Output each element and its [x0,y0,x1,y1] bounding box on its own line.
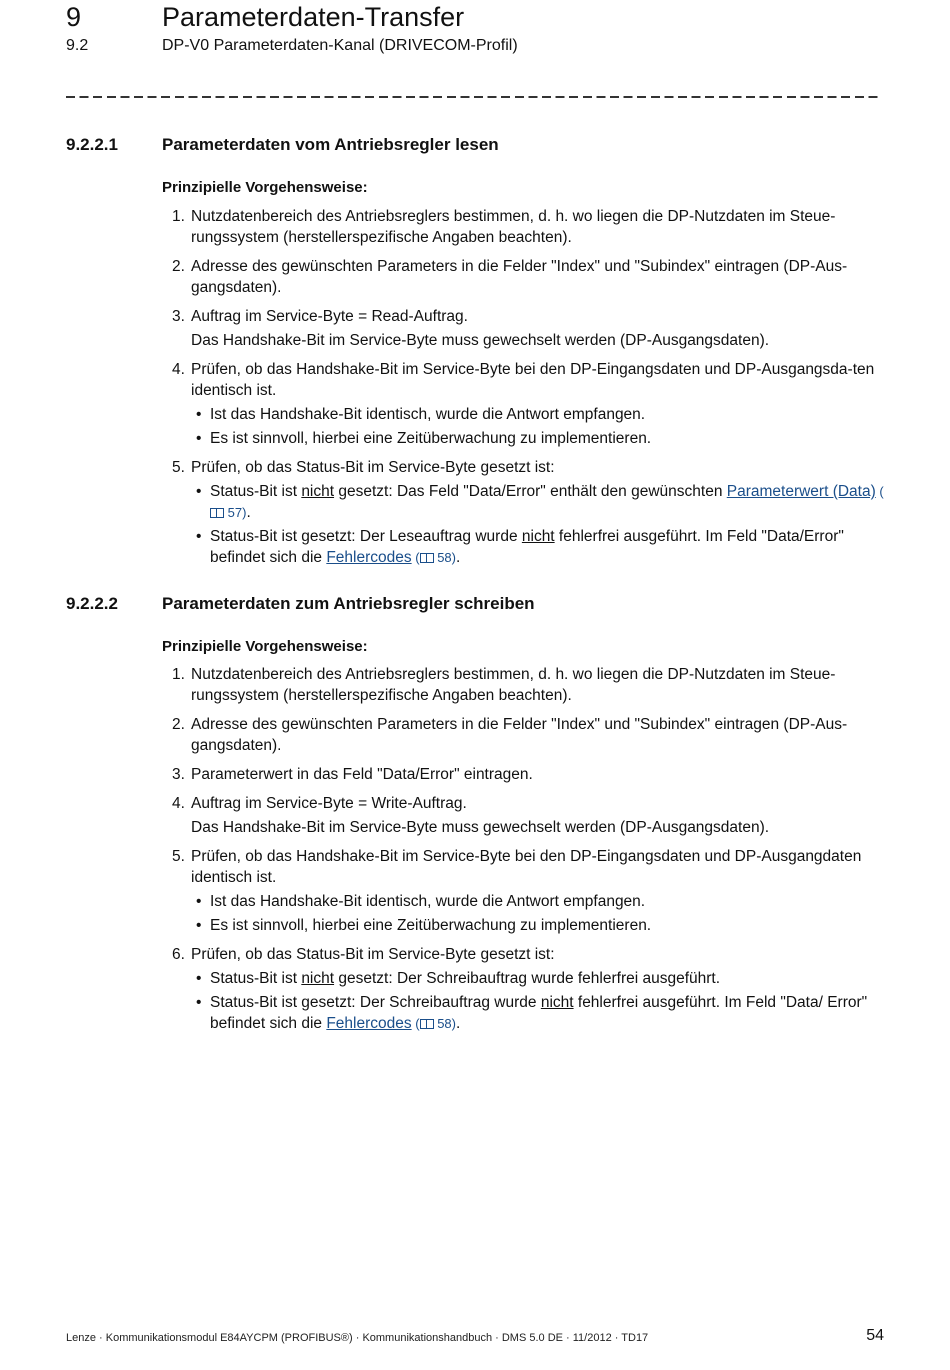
item-number: 6. [172,946,185,963]
link-parameterwert[interactable]: Parameterwert (Data) [726,483,876,500]
bullet-icon: • [196,994,202,1011]
item-text: Prüfen, ob das Handshake-Bit im Service-Byte bei den DP-Eingangsdaten und DP-Ausgangsda-ten identisch ist. [191,361,875,399]
link-fehlercodes[interactable]: Fehlercodes [326,549,412,566]
list-item [162,306,886,351]
item-text: Nutzdatenbereich des Antriebsreglers bestimmen, d. h. wo liegen die DP-Nutzdaten im Steue-rungssystem (herstellerspezifische Angaben beachten). [191,208,836,246]
list-item [162,944,886,1034]
list-item [162,793,886,838]
bullet-item [191,404,886,425]
bullet-end: . [246,504,251,521]
item-text: Auftrag im Service-Byte = Write-Auftrag. [191,795,467,812]
list-item [162,846,886,936]
item-number: 2. [172,716,185,733]
item-text: Nutzdatenbereich des Antriebsreglers bestimmen, d. h. wo liegen die DP-Nutzdaten im Steue-rungssystem (herstellerspezifische Angaben beachten). [191,666,836,704]
item-text: Adresse des gewünschten Parameters in die Felder "Index" und "Subindex" eintragen (DP-Aus-gangsdaten). [191,716,848,754]
chapter-title: Parameterdaten-Transfer [162,2,465,32]
list-item [162,714,886,756]
list-item [162,359,886,449]
subsection-title: Parameterdaten zum Antriebsregler schreiben [162,594,535,613]
ref-open: ( [875,484,884,499]
item-text: Prüfen, ob das Handshake-Bit im Service-Byte bei den DP-Eingangsdaten und DP-Ausgangdaten identisch ist. [191,848,862,886]
list-item [162,457,886,568]
item-text: Prüfen, ob das Status-Bit im Service-Byte gesetzt ist: [191,459,555,476]
procedure-list-read [162,206,886,576]
procedure-heading: Prinzipielle Vorgehensweise: [162,638,368,655]
emphasis-nicht: nicht [301,483,335,500]
bullet-item [191,891,886,912]
item-text: Auftrag im Service-Byte = Read-Auftrag. [191,308,468,325]
list-item [162,256,886,298]
list-item [162,764,886,785]
bullet-text: Ist das Handshake-Bit identisch, wurde die Antwort empfangen. [210,406,646,423]
page-ref[interactable] [412,550,456,565]
bullet-icon: • [196,893,202,910]
item-number: 3. [172,766,185,783]
bullet-end: gesetzt: Der Schreibauftrag wurde fehlerfrei ausgeführt. [334,970,721,987]
emphasis-nicht: nicht [301,970,335,987]
bullet-item [191,968,886,989]
item-text: Adresse des gewünschten Parameters in die Felder "Index" und "Subindex" eintragen (DP-Aus-gangsdaten). [191,258,848,296]
item-number: 4. [172,361,185,378]
item-text: Prüfen, ob das Status-Bit im Service-Byte gesetzt ist: [191,946,555,963]
book-icon [210,508,224,518]
bullet-text: fehlerfrei ausgeführt. Im Feld "Data/Error" befindet sich die [210,528,844,566]
item-number: 5. [172,459,185,476]
bullet-text: Es ist sinnvoll, hierbei eine Zeitüberwachung zu implementieren. [210,917,652,934]
item-number: 4. [172,795,185,812]
bullet-text: Ist das Handshake-Bit identisch, wurde die Antwort empfangen. [210,893,646,910]
ref-close: ) [451,1016,457,1031]
bullet-text: Es ist sinnvoll, hierbei eine Zeitüberwachung zu implementieren. [210,430,652,447]
emphasis-nicht: nicht [540,994,574,1011]
item-number: 1. [172,208,185,225]
list-item [162,664,886,706]
item-number: 3. [172,308,185,325]
ref-page: 58 [437,1016,452,1031]
ref-page: 58 [437,550,452,565]
bullet-icon: • [196,970,202,987]
item-number: 2. [172,258,185,275]
bullet-text: fehlerfrei ausgeführt. Im Feld "Data/ Error" befindet sich die [210,994,868,1032]
section-number: 9.2 [66,37,89,54]
emphasis-nicht: nicht [521,528,555,545]
bullet-text: Status-Bit ist gesetzt: Der Leseauftrag wurde [210,528,522,545]
bullet-item [191,428,886,449]
bullet-icon: • [196,528,202,545]
bullet-end: . [456,1015,461,1032]
book-icon [420,1019,434,1029]
item-number: 1. [172,666,185,683]
bullet-icon: • [196,406,202,423]
section-title: DP-V0 Parameterdaten-Kanal (DRIVECOM-Profil) [162,37,518,54]
page-number: 54 [866,1327,884,1344]
item-text: Parameterwert in das Feld "Data/Error" eintragen. [191,766,533,783]
ref-page: 57 [227,505,243,520]
item-continuation: Das Handshake-Bit im Service-Byte muss gewechselt werden (DP-Ausgangsdaten). [191,819,770,836]
procedure-list-write [162,664,886,1042]
bullet-icon: • [196,430,202,447]
bullet-text: Status-Bit ist [210,970,302,987]
bullet-item [191,992,886,1034]
bullet-item [191,481,886,523]
header-divider [66,96,882,98]
subsection-number: 9.2.2.2 [66,594,118,613]
bullet-text: Status-Bit ist gesetzt: Der Schreibauftrag wurde [210,994,541,1011]
item-number: 5. [172,848,185,865]
subsection-title: Parameterdaten vom Antriebsregler lesen [162,135,499,154]
list-item [162,206,886,248]
bullet-icon: • [196,483,202,500]
procedure-heading: Prinzipielle Vorgehensweise: [162,179,368,196]
bullet-end: . [456,549,461,566]
subsection-number: 9.2.2.1 [66,135,118,154]
bullet-item [191,915,886,936]
link-fehlercodes[interactable]: Fehlercodes [326,1015,412,1032]
page-ref[interactable] [412,1016,456,1031]
ref-close: ) [242,505,247,520]
footer-text: Lenze · Kommunikationsmodul E84AYCPM (PROFIBUS®) · Kommunikationshandbuch · DMS 5.0 DE · 11/2012 · TD17 [66,1332,649,1344]
bullet-text: gesetzt: Das Feld "Data/Error" enthält den gewünschten [334,483,727,500]
bullet-icon: • [196,917,202,934]
ref-close: ) [451,550,457,565]
ref-open: ( [411,550,420,565]
book-icon [420,553,434,563]
item-continuation: Das Handshake-Bit im Service-Byte muss gewechselt werden (DP-Ausgangsdaten). [191,332,770,349]
ref-open: ( [411,1016,420,1031]
bullet-text: Status-Bit ist [210,483,302,500]
bullet-item [191,526,886,568]
chapter-number: 9 [66,2,82,32]
